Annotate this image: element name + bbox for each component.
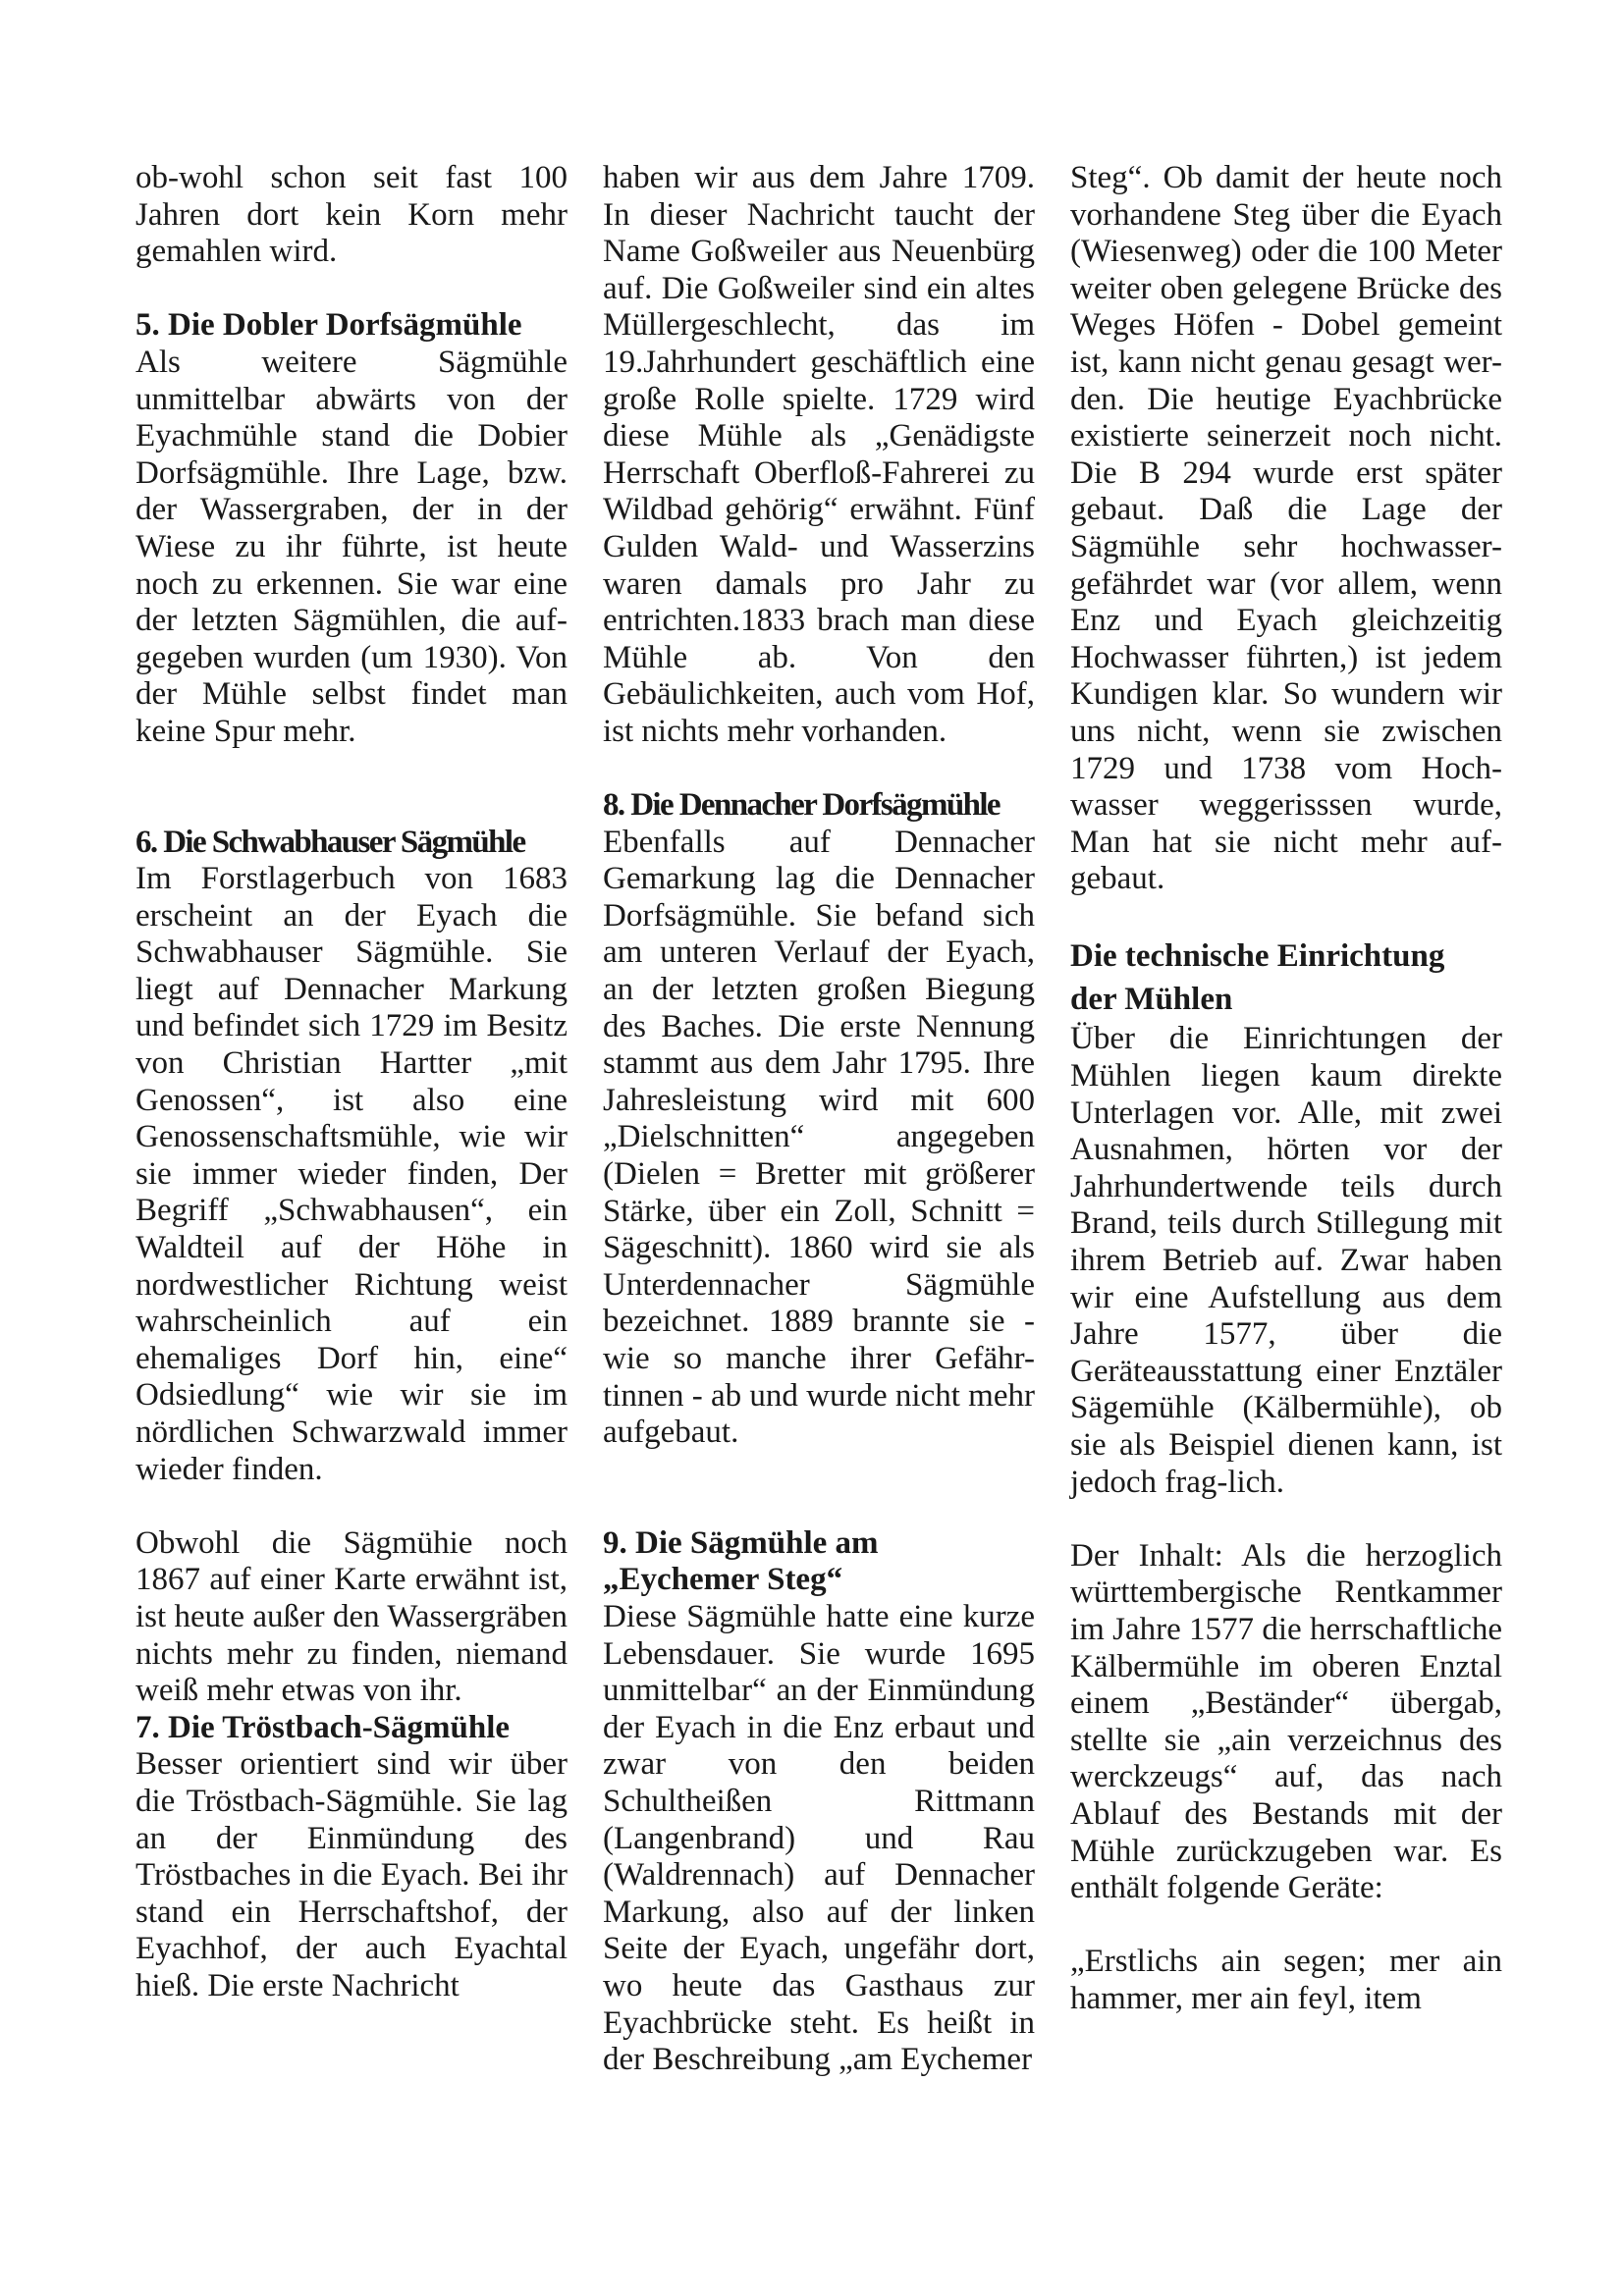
paragraph: Steg“. Ob damit der heute noch vorhandene Steg über die Eyach (Wiesenweg) oder die 100 Meter weiter oben gelegene Brücke des Weges Höfen - Dobel gemeint ist, kann nicht genau gesagt wer-den. Die heutige Eyachbrücke existierte seinerzeit noch nicht. Die B 294 wurde erst später gebaut. Daß die Lage der Sägmühle sehr hochwasser-gefährdet war (vor allem, wenn Enz und Eyach gleichzeitig Hochwasser führten,) ist jedem Kundigen klar. So wundern wir uns nicht, wenn sie zwischen 1729 und 1738 vom Hoch-wasser weggerisssen wurde, Man hat sie nicht mehr auf-gebaut. [1070, 160, 1502, 897]
paragraph: „Erstlichs ain segen; mer ain hammer, mer ain feyl, item [1070, 1944, 1502, 2016]
paragraph: Ebenfalls auf Dennacher Gemarkung lag die Dennacher Dorfsägmühle. Sie befand sich am unteren Verlauf der Eyach, an der letzten großen Biegung des Baches. Die erste Nennung stammt aus dem Jahr 1795. Ihre Jahresleistung wird mit 600 „Dielschnitten“ angegeben (Dielen = Bretter mit größerer Stärke, über ein Zoll, Schnitt = Sägeschnitt). 1860 wird sie als Unterdennacher Sägmühle bezeichnet. 1889 brannte sie - wie so manche ihrer Gefähr-tinnen - ab und wurde nicht mehr aufgebaut. [603, 824, 1035, 1451]
paragraph: Über die Einrichtungen der Mühlen liegen kaum direkte Unterlagen vor. Alle, mit zwei Ausnahmen, hörten vor der Jahrhundertwende teils durch Brand, teils durch Stillegung mit ihrem Betrieb auf. Zwar haben wir eine Aufstellung aus dem Jahre 1577, über die Geräteausstattung einer Enztäler Sägemühle (Kälbermühle), ob sie als Beispiel dienen kann, ist jedoch frag-lich. [1070, 1021, 1502, 1500]
section-heading-6: 6. Die Schwabhauser Sägmühle [135, 824, 525, 860]
section-heading-7: 7. Die Tröstbach-Sägmühle [135, 1709, 511, 1745]
paragraph: ob-wohl schon seit fast 100 Jahren dort kein Korn mehr gemahlen wird. [135, 160, 568, 270]
section-heading-technik: Die technische Einrichtung der Mühlen [1070, 938, 1445, 1018]
paragraph: haben wir aus dem Jahre 1709. In dieser Nachricht taucht der Name Goßweiler aus Neuenbürg auf. Die Goßweiler sind ein altes Müllergeschlecht, das im 19.Jahrhundert geschäftlich eine große Rolle spielte. 1729 wird diese Mühle als „Genädigste Herrschaft Oberfloß-Fahrerei zu Wildbad gehörig“ erwähnt. Fünf Gulden Wald- und Wasserzins waren damals pro Jahr zu entrichten.1833 brach man diese Mühle ab. Von den Gebäulichkeiten, auch vom Hof, ist nichts mehr vorhanden. [603, 160, 1035, 749]
section-heading-5: 5. Die Dobler Dorfsägmühle [135, 307, 522, 344]
text-column-3 [1070, 160, 1502, 2018]
section-heading-9: 9. Die Sägmühle am „Eychemer Steg“ [603, 1524, 879, 1598]
paragraph: Diese Sägmühle hatte eine kurze Lebensdauer. Sie wurde 1695 unmittelbar“ an der Einmündung der Eyach in die Enz erbaut und zwar von den beiden Schultheißen Rittmann (Langenbrand) und Rau (Waldrennach) auf Dennacher Markung, also auf der linken Seite der Eyach, ungefähr dort, wo heute das Gasthaus zur Eyachbrücke steht. Es heißt in der Beschreibung „am Eychemer [603, 1598, 1035, 2078]
text-column-2 [603, 160, 1035, 2079]
paragraph: Obwohl die Sägmühie noch 1867 auf einer Karte erwähnt ist, ist heute außer den Wassergräben nichts mehr zu finden, niemand weiß mehr etwas von ihr. [135, 1524, 568, 1709]
section-heading-8: 8. Die Dennacher Dorfsägmühle [603, 787, 1000, 824]
paragraph: Als weitere Sägmühle unmittelbar abwärts von der Eyachmühle stand die Dobier Dorfsägmühle. Ihre Lage, bzw. der Wassergraben, der in der Wiese zu ihr führte, ist heute noch zu erkennen. Sie war eine der letzten Sägmühlen, die auf-gegeben wurden (um 1930). Von der Mühle selbst findet man keine Spur mehr. [135, 344, 568, 749]
paragraph: Besser orientiert sind wir über die Tröstbach-Sägmühle. Sie lag an der Einmündung des Tröstbaches in die Eyach. Bei ihr stand ein Herrschaftshof, der Eyachhof, der auch Eyachtal hieß. Die erste Nachricht [135, 1746, 568, 2003]
text-column-1 [135, 160, 568, 2005]
paragraph: Der Inhalt: Als die herzoglich württembergische Rentkammer im Jahre 1577 die herrschaftliche Kälbermühle im oberen Enztal einem „Beständer“ übergab, stellte sie „ain verzeichnus des werckzeugs“ auf, das nach Ablauf des Bestands mit der Mühle zurückzugeben war. Es enthält folgende Geräte: [1070, 1537, 1502, 1906]
paragraph: Im Forstlagerbuch von 1683 erscheint an der Eyach die Schwabhauser Sägmühle. Sie liegt auf Dennacher Markung und befindet sich 1729 im Besitz von Christian Hartter „mit Genossen“, ist also eine Genossenschaftsmühle, wie wir sie immer wieder finden, Der Begriff „Schwabhausen“, ein Waldteil auf der Höhe in nordwestlicher Richtung weist wahrscheinlich auf ein ehemaliges Dorf hin, eine“ Odsiedlung“ wie wir sie im nördlichen Schwarzwald immer wieder finden. [135, 861, 568, 1487]
